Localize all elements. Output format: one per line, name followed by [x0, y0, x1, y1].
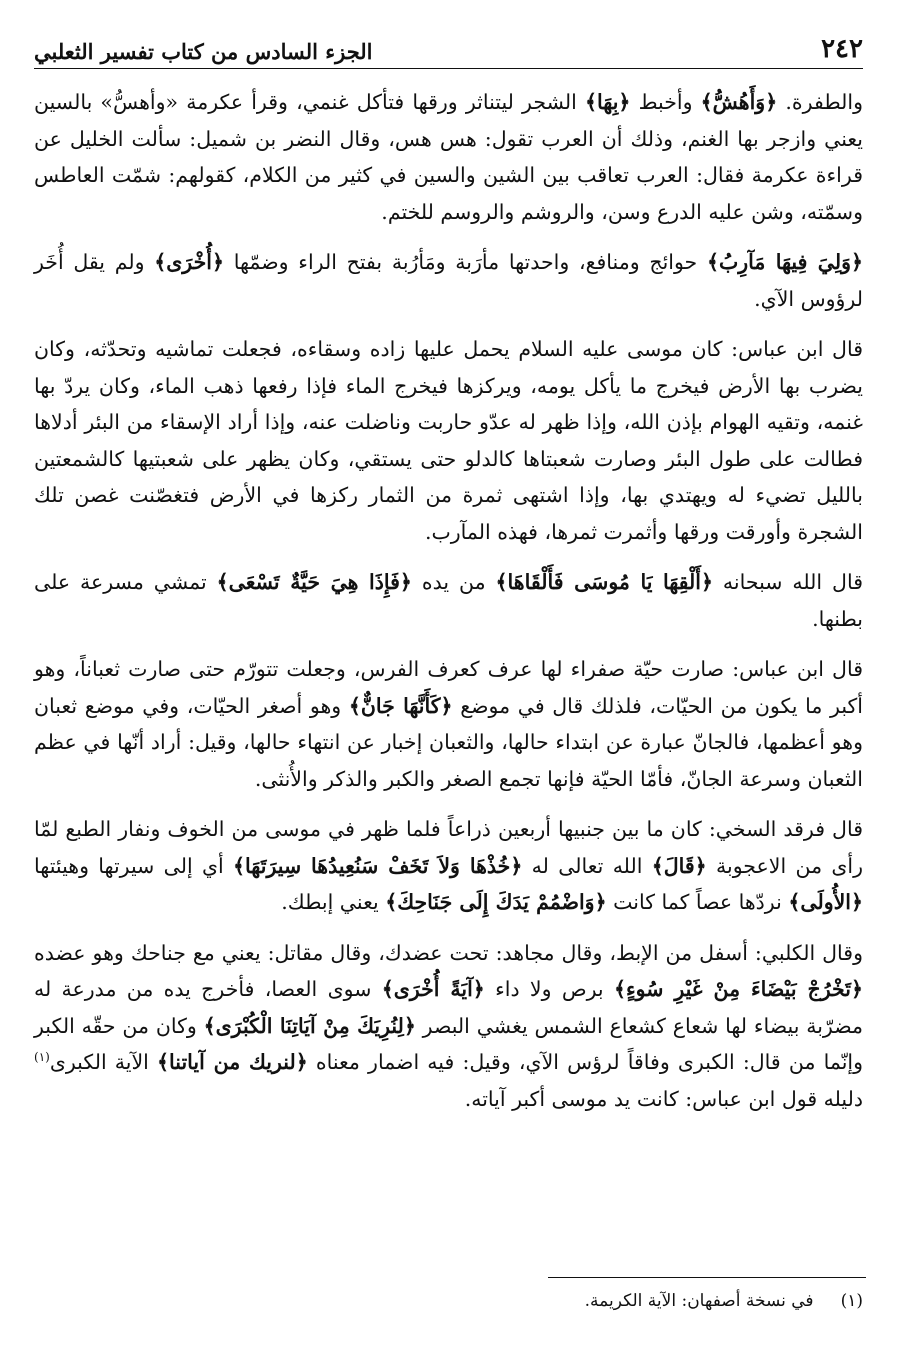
text-run: يعني إبطك. [281, 890, 386, 914]
text-run: ولم يقل أُخَر لرؤوس الآي. [34, 250, 863, 311]
quran-quote: ﴿أُخْرَى﴾ [154, 250, 224, 274]
quran-quote: ﴿أَلْقِهَا يَا مُوسَى فَأَلْقَاهَا﴾ [495, 570, 713, 594]
page-number: ٢٤٢ [821, 34, 863, 64]
footnote-separator [548, 1277, 866, 1278]
quran-quote: ﴿بِهَا﴾ [584, 90, 631, 114]
text-run: برص ولا داء [484, 977, 614, 1001]
text-run: من يده [411, 570, 496, 594]
text-run: الشجر ليتناثر ورقها فتأكل غنمي، وقرأ عكرمة «وأهسُّ» بالسين يعني وازجر بها الغنم، وذلك أن العرب تقول: هس هس، وقال النضر بن شميل: سألت الخليل عن قراءة عكرمة فقال: العرب تعاقب بين الشين والسين في كثير من الكلام، كقولهم: شمّت العاطس وسمّته، وشن عليه الدرع وسن، والروشم والروسم للختم. [34, 90, 863, 224]
quran-quote: ﴿لِنُرِيَكَ مِنْ آيَاتِنَا الْكُبْرَى﴾ [203, 1013, 416, 1038]
text-run: دليله قول ابن عباس: كانت يد موسى أكبر آياته. [464, 1086, 863, 1111]
text-run: الآية الكبرى [49, 1050, 158, 1074]
quran-quote: ﴿وَلِيَ فِيهَا مَآرِبُ﴾ [706, 250, 864, 274]
paragraph [34, 244, 863, 317]
paragraph [34, 811, 863, 921]
quran-quote: ﴿تَخْرُجْ بَيْضَاءَ مِنْ غَيْرِ سُوءٍ﴾ [613, 977, 863, 1001]
paragraph [34, 651, 863, 797]
text-run: وأخبط [630, 90, 701, 114]
quran-quote: ﴿الأُولَى﴾ [788, 890, 863, 914]
text-run: وهو أصغر الحيّات، وفي موضع ثعبان وهو أعظمها، فالجانّ عبارة عن ابتداء حالها، والثعبان إخبار عن انتهاء حالها، وقيل: أراد أنّها في عظم الثعبان وسرعة الجانّ، فأمّا الحيّة فإنها تجمع الصغر والكبر والذكر والأُنثى. [34, 693, 863, 791]
footnote-marker: (١) [840, 1291, 863, 1311]
footnote [34, 1287, 863, 1315]
quran-quote: ﴿فَإِذَا هِيَ حَيَّةٌ تَسْعَى﴾ [216, 570, 412, 594]
paragraph [34, 935, 863, 1118]
quran-quote: ﴿آيَةً أُخْرَى﴾ [381, 977, 485, 1001]
text-run: سوى العصا، فأخرج يده من مدرعة له مضرّبة بيضاء لها شعاع كشعاع الشمس يغشي البصر [34, 977, 863, 1038]
text-run: والطفرة. [777, 90, 863, 114]
text-run: تمشي مسرعة على بطنها. [34, 570, 863, 631]
text-run: أي إلى سيرتها وهيئتها [34, 853, 234, 878]
page-header [34, 28, 863, 69]
quran-quote: ﴿وَاضْمُمْ يَدَكَ إِلَى جَنَاحِكَ﴾ [385, 890, 607, 914]
running-title: الجزء السادس من كتاب تفسير الثعلبي [34, 39, 373, 64]
text-run: وقال الكلبي: أسفل من الإبط، وقال مجاهد: تحت عضدك، وقال مقاتل: يعني مع جناحك وهو عضده [34, 940, 863, 965]
quran-quote: ﴿قَالَ﴾ [651, 853, 707, 878]
paragraph [34, 564, 863, 637]
quran-quote: ﴿وَأَهُشُّ﴾ [700, 90, 778, 114]
text-run: قال ابن عباس: كان موسى عليه السلام يحمل عليها زاده وسقاءه، فجعلت تماشيه وتحدّثه، وكان يضرب بها الأرض فيخرج ما يأكل يومه، ويركزها فيخرج الماء فإذا رفعها ذهب الماء، وكان يردّ بها غنمه، وتقيه الهوام بإذن الله، وإذا ظهر له عدّو حاربت وناضلت عنه، وإذا أراد الإسقاء من البئر أدلاها فطالت على طول البئر وصارت شعبتاها كالدلو حتى يستقي، وكان يظهر على شعبتيها كالشمعتين بالليل تضيء له ويهتدي بها، وإذا اشتهى ثمرة من الثمار ركزها في الأرض فتغصّنت غصن تلك الشجرة وأورقت ورقها وأثمرت ثمرها، فهذه المآرب. [34, 337, 863, 544]
text-run: الله تعالى له [522, 853, 652, 878]
paragraph [34, 84, 863, 230]
text-run: قال فرقد السخي: كان ما بين جنبيها أربعين ذراعاً فلما ظهر في موسى من الخوف ونفار الطبع لمّا رأى من الاعجوبة [34, 817, 863, 878]
paragraph [34, 331, 863, 550]
quran-quote: ﴿خُذْهَا وَلاَ تَخَفْ سَنُعِيدُهَا سِيرَتَهَا﴾ [233, 853, 523, 878]
text-run: قال الله سبحانه [713, 570, 864, 594]
text-run: نردّها عصاً كما كانت [606, 890, 789, 914]
footnote-text: في نسخة أصفهان: الآية الكريمة. [584, 1291, 814, 1311]
quran-quote: ﴿لنريك من آياتنا﴾ [157, 1050, 308, 1074]
text-run: وكان من حقّه الكبر وإنّما من قال: الكبرى وفاقاً لرؤس الآي، وقيل: فيه اضمار معناه [34, 1013, 863, 1074]
footnote-reference: (١) [34, 1050, 50, 1065]
quran-quote: ﴿كَأَنَّهَا جَانٌّ﴾ [348, 693, 453, 718]
text-run: حوائج ومنافع، واحدتها مأرَبة ومَأرُبة بفتح الراء وضمّها [224, 250, 707, 274]
text-run: قال ابن عباس: صارت حيّة صفراء لها عرف كعرف الفرس، وجعلت تتورّم حتى صارت ثعباناً، وهو أكبر ما يكون من الحيّات، فلذلك قال في موضع [34, 657, 863, 718]
main-text [34, 84, 863, 1131]
